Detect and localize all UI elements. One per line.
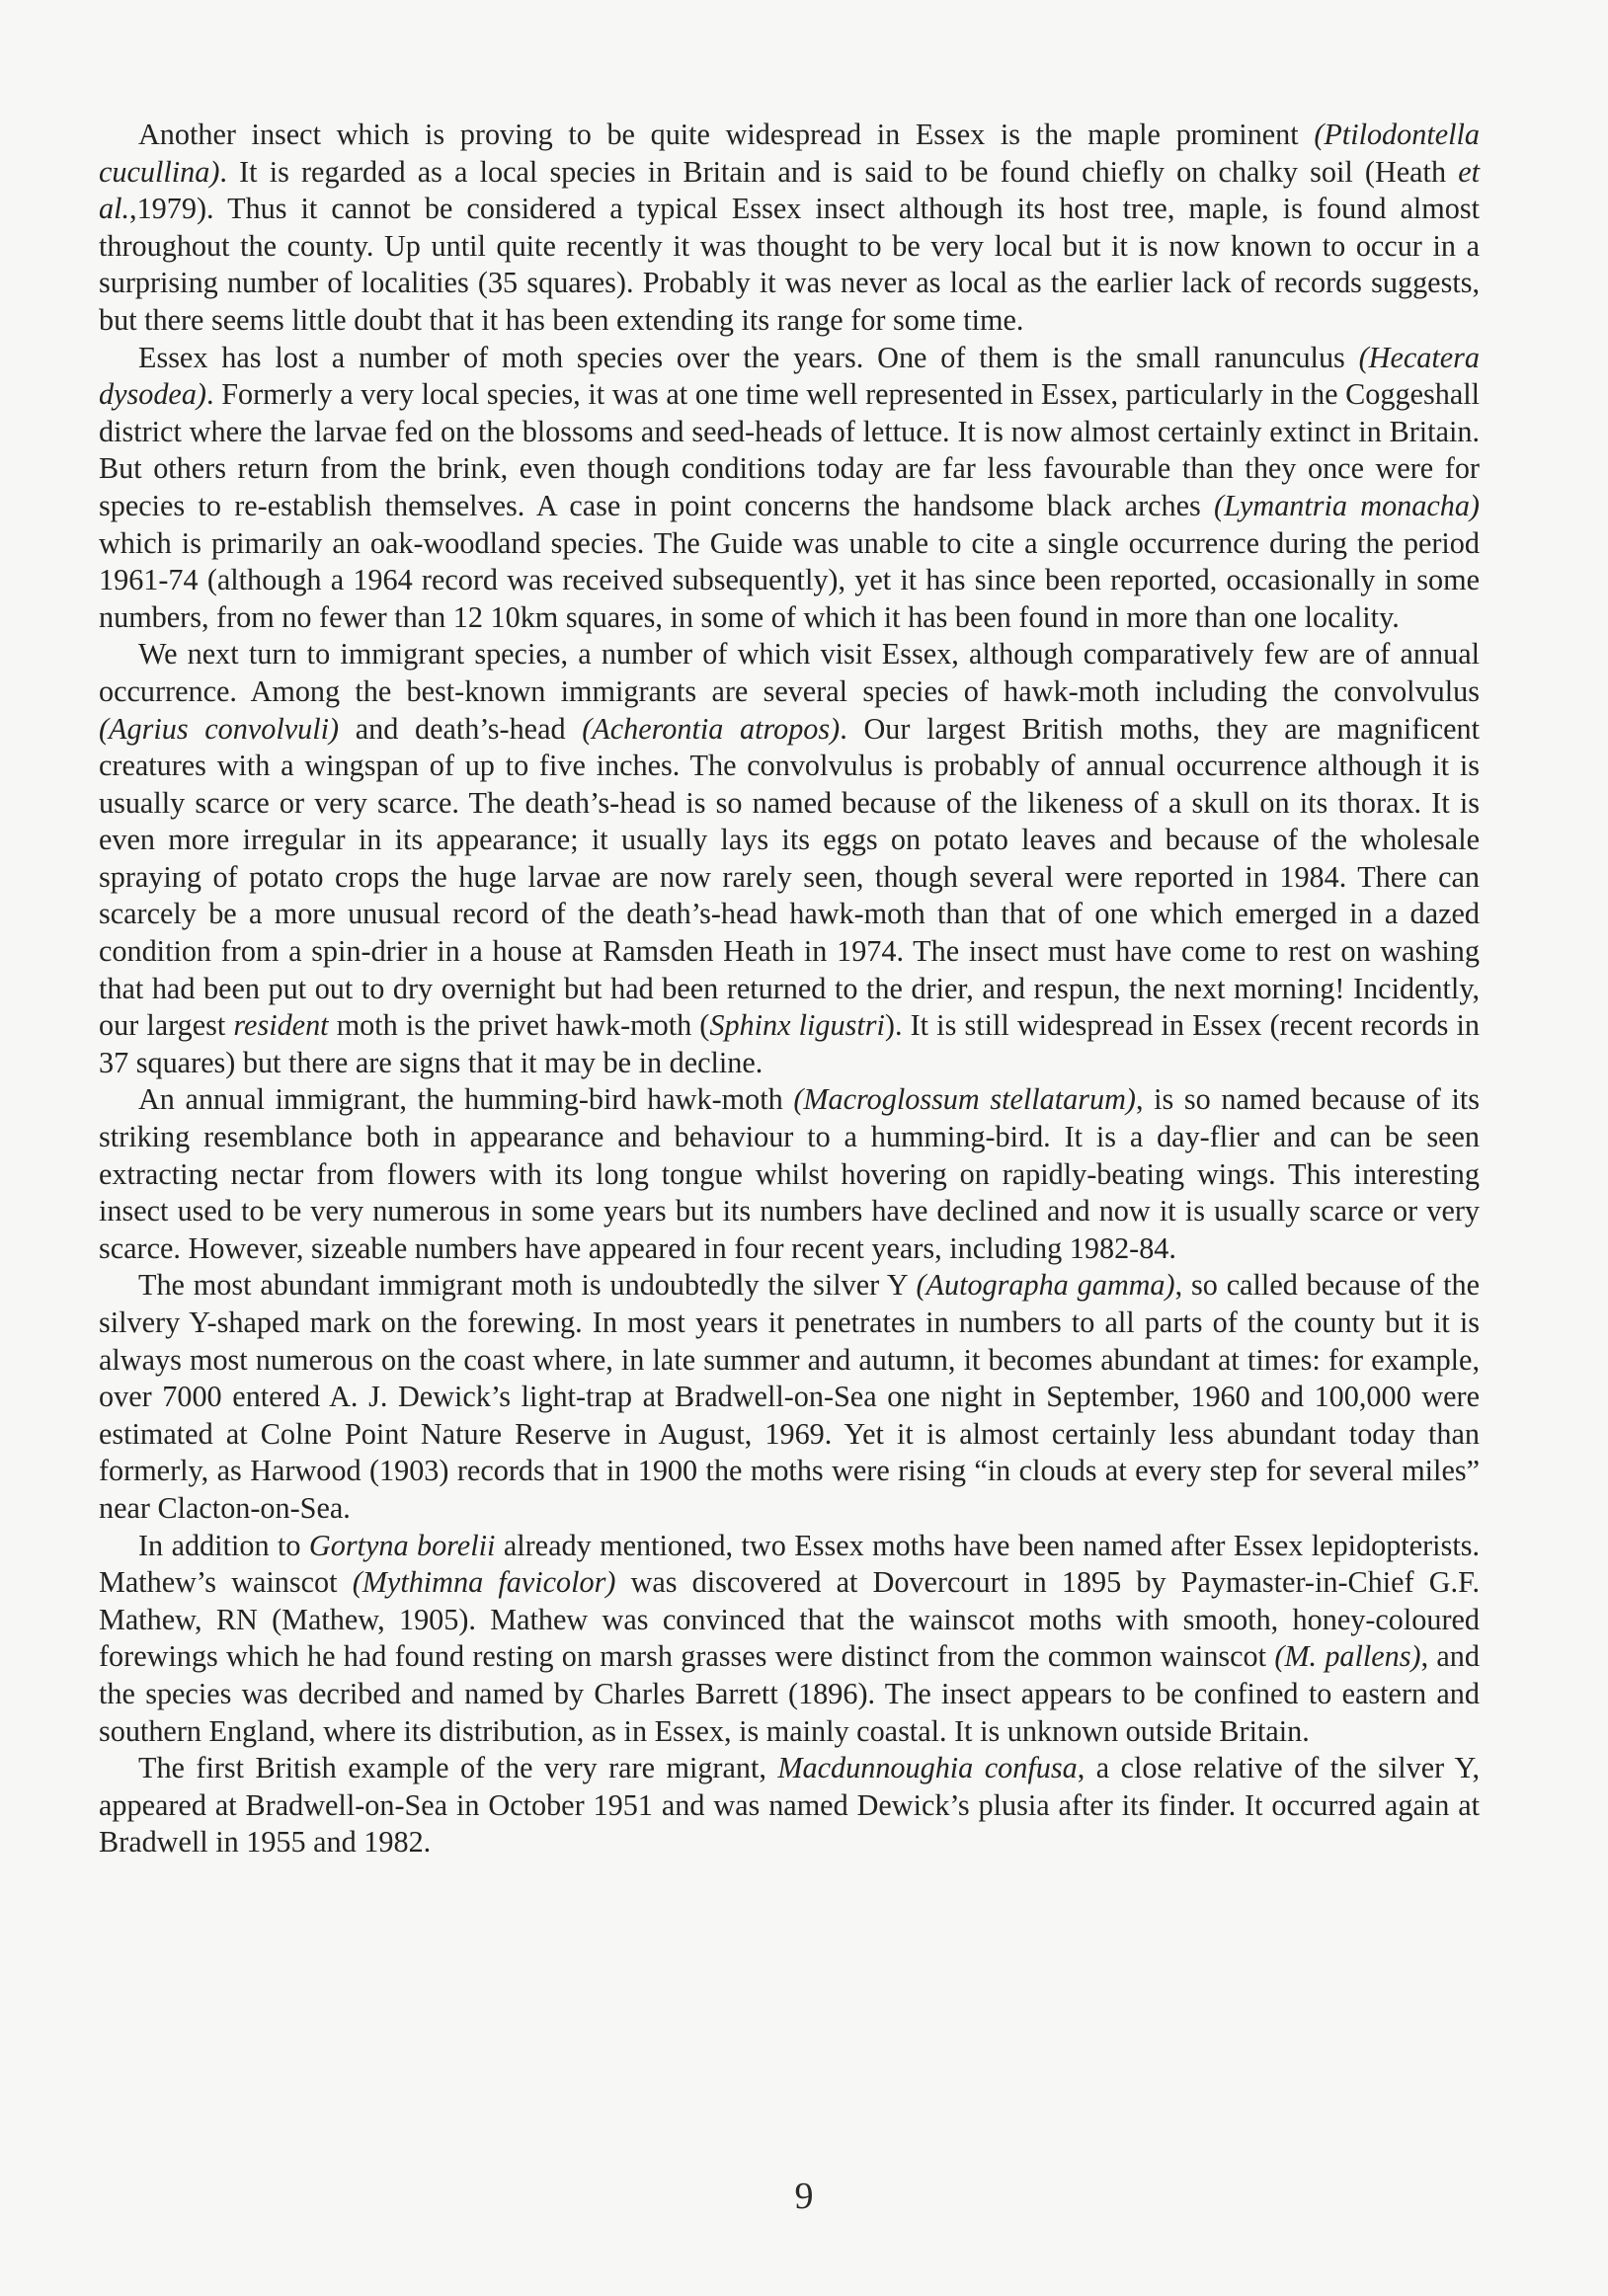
text-run: already mentioned, two Essex moths have been named after Essex lepidopterists. Mathew’s wainscot [99, 1528, 1481, 1600]
text-run: , so called because of the silvery Y-shaped mark on the forewing. In most years it penetrates in numbers to all parts of the county but it is always most numerous on the coast where, in late summer and autumn, it becomes abundant at times: for example, over 7000 entered A. J. Dewick’s light-trap at Bradwell-on-Sea one night in September, 1960 and 100,000 were estimated at Colne Point Nature Reserve in August, 1969. Yet it is almost certainly less abundant today than formerly, as Harwood (1903) records that in 1900 the moths were rising “in clouds at every step for several miles” near Clacton-on-Sea. [99, 1268, 1481, 1525]
text-run: Essex has lost a number of moth species over the years. One of them is the small ranunculus [138, 340, 1359, 374]
italic-text-run: (Agrius convolvuli) [99, 711, 340, 746]
text-run: An annual immigrant, the humming-bird hawk-moth [138, 1082, 794, 1117]
italic-text-run: Gortyna borelii [308, 1528, 496, 1562]
paragraph-named-moths [99, 1528, 1480, 1751]
text-run: The first British example of the very rare migrant, [138, 1751, 778, 1785]
text-run: We next turn to immigrant species, a number of which visit Essex, although comparatively few are of annual occurrence. Among the best-known immigrants are several species of hawk-moth including the convolvulus [99, 637, 1480, 708]
italic-text-run: (Mythimna favicolor) [352, 1565, 616, 1600]
paragraph-maple-prominent [99, 117, 1480, 340]
italic-text-run: (Acherontia atropos) [582, 711, 841, 746]
text-run: . Formerly a very local species, it was at one time well represented in Essex, particularly in the Coggeshall district where the larvae fed on the blossoms and seed-heads of lettuce. It is now almost certainly extinct in Britain. But others return from the brink, even though conditions today are far less favourable than they once were for species to re-establish themselves. A case in point concerns the handsome black arches [99, 377, 1480, 522]
text-run: In addition to [138, 1528, 309, 1562]
page-number: 9 [794, 2176, 814, 2217]
text-run: Another insect which is proving to be quite widespread in Essex is the maple prominent [138, 118, 1315, 151]
paragraph-humming-bird-hawk-moth [99, 1081, 1480, 1267]
italic-text-run: (Ptilodontella cucullina) [99, 118, 1480, 189]
paragraph-silver-y [99, 1267, 1480, 1527]
italic-text-run: (Hecatera dysodea) [99, 340, 1480, 412]
italic-text-run: (Autographa gamma) [916, 1268, 1175, 1303]
text-run: which is primarily an oak-woodland species. The Guide was unable to cite a single occurrence during the period 1961-74 (although a 1964 record was received subsequently), yet it has since been reported, occasionally in some numbers, from no fewer than 12 10km squares, in some of which it has been found in more than one locality. [99, 525, 1480, 634]
text-run: ,1979). Thus it cannot be considered a typical Essex insect although its host tree, maple, is found almost throughout the county. Up until quite recently it was thought to be very local but it is now known to occur in a surprising number of localities (35 squares). Probably it was never as local as the earlier lack of records suggests, but there seems little doubt that it has been extending its range for some time. [99, 192, 1480, 337]
text-run: . Our largest British moths, they are magnificent creatures with a wingspan of up to five inches. The convolvulus is probably of annual occurrence although it is usually scarce or very scarce. The death’s-head is so named because of the likeness of a skull on its thorax. It is even more irregular in its appearance; it usually lays its eggs on potato leaves and because of the wholesale spraying of potato crops the huge larvae are now rarely seen, though several were reported in 1984. There can scarcely be a more unusual record of the death’s-head hawk-moth than that of one which emerged in a dazed condition from a spin-drier in a house at Ramsden Heath in 1974. The insect must have come to rest on washing that had been put out to dry overnight but had been returned to the drier, and respun, the next morning! Incidently, our largest [99, 711, 1480, 1043]
paragraph-immigrant-hawk-moths [99, 636, 1480, 1081]
italic-text-run: Macdunnoughia confusa [777, 1751, 1078, 1785]
text-run: moth is the privet hawk-moth ( [328, 1008, 710, 1043]
italic-text-run: (M. pallens) [1274, 1639, 1421, 1674]
italic-text-run: resident [233, 1008, 329, 1043]
text-run: , a close relative of the silver Y, appeared at Bradwell-on-Sea in October 1951 and was named Dewick’s plusia after its finder. It occurred again at Bradwell in 1955 and 1982. [99, 1751, 1481, 1860]
italic-text-run: Sphinx ligustri [709, 1008, 885, 1043]
paragraph-lost-species [99, 340, 1480, 637]
text-run: ). It is still widespread in Essex (recent records in 37 squares) but there are signs that it may be in decline. [99, 1008, 1480, 1079]
paragraph-dewicks-plusia [99, 1750, 1480, 1861]
text-run: and death’s-head [339, 711, 583, 746]
italic-text-run: (Macroglossum stellatarum) [793, 1082, 1136, 1117]
italic-text-run: (Lymantria monacha) [1214, 488, 1480, 522]
text-run: , is so named because of its striking resemblance both in appearance and behaviour to a humming-bird. It is a day-flier and can be seen extracting nectar from flowers with its long tongue whilst hovering on rapidly-beating wings. This interesting insect used to be very numerous in some years but its numbers have declined and now it is usually scarce or very scarce. However, sizeable numbers have appeared in four recent years, including 1982-84. [99, 1082, 1480, 1265]
text-run: , and the species was decribed and named by Charles Barrett (1896). The insect appears to be confined to eastern and southern England, where its distribution, as in Essex, is mainly coastal. It is unknown outside Britain. [99, 1639, 1480, 1748]
italic-text-run: et al. [99, 154, 1480, 226]
text-run: The most abundant immigrant moth is undoubtedly the silver Y [138, 1268, 917, 1303]
text-run: . It is regarded as a local species in Britain and is said to be found chiefly on chalky soil (Heath [219, 154, 1459, 189]
text-run: was discovered at Dovercourt in 1895 by Paymaster-in-Chief G.F. Mathew, RN (Mathew, 1905). Mathew was convinced that the wainscot moths with smooth, honey-coloured forewings which he had found resting on marsh grasses were distinct from the common wainscot [99, 1565, 1480, 1674]
body-text [99, 117, 1480, 1861]
